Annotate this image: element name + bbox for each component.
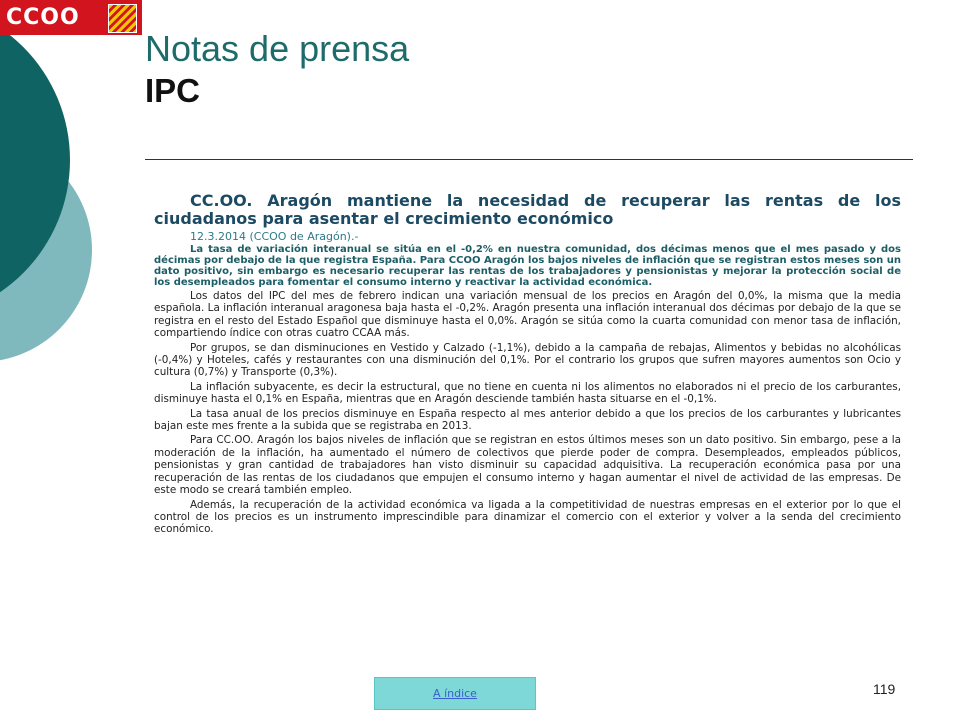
index-link-button[interactable]: A índice — [374, 677, 536, 710]
article-heading: CC.OO. Aragón mantiene la necesidad de recuperar las rentas de los ciudadanos para asentar el crecimiento económico — [154, 191, 901, 228]
article-paragraph: La tasa anual de los precios disminuye en España respecto al mes anterior debido a que los precios de los carburantes y lubricantes bajan este mes frente a la subida que se registraba en 2013. — [154, 407, 901, 433]
article-body — [154, 192, 901, 536]
slide-subtitle: IPC — [145, 72, 201, 109]
slide-title: Notas de prensa — [145, 28, 410, 69]
article-date: 12.3.2014 (CCOO de Aragón).- — [190, 230, 359, 243]
ccoo-logo — [0, 0, 142, 35]
article-paragraph: Por grupos, se dan disminuciones en Vestido y Calzado (-1,1%), debido a la campaña de rebajas, Alimentos y bebidas no alcohólicas (-0,4%) y Hoteles, cafés y restaurantes con una disminución del 0,1%. Por el contrario los grupos que sufren mayores aumentos son Ocio y cultura (0,7%) y Transporte (0,3%). — [154, 341, 901, 379]
logo-text: CCOO — [6, 5, 80, 30]
divider — [145, 159, 913, 160]
article-paragraph: Para CC.OO. Aragón los bajos niveles de inflación que se registran en estos últimos meses son un dato positivo. Sin embargo, pese a la moderación de la inflación, ha aumentado el número de colectivos que pierde poder de compra. Desempleados, empleados públicos, pensionistas y gran cantidad de trabajadores han visto disminuir su capacidad adquisitiva. La recuperación económica pasa por una recuperación de las rentas de los ciudadanos que empujen el consumo interno y hagan aumentar el nivel de actividad de las empresas. De este modo se creará también empleo. — [154, 434, 901, 497]
decorative-circles — [0, 0, 140, 720]
aragon-flag-icon — [108, 4, 137, 33]
article-paragraph: La inflación subyacente, es decir la estructural, que no tiene en cuenta ni los alimentos no elaborados ni el precio de los carburantes, disminuye hasta el 0,1% en España, mientras que en Aragón desciende también hasta situarse en el -0,1%. — [154, 380, 901, 406]
article-paragraph: Los datos del IPC del mes de febrero indican una variación mensual de los precios en Aragón del 0,0%, la misma que la media española. La inflación interanual aragonesa baja hasta el -0,2%. Aragón presenta una inflación interanual dos décimas por debajo de la que se registra en el resto del Estado Español que disminuye hasta el 0,0%. Aragón se sitúa como la cuarta comunidad con menor tasa de inflación, compartiendo índice con otras cuatro CCAA más. — [154, 290, 901, 340]
article-lead: La tasa de variación interanual se sitúa en el -0,2% en nuestra comunidad, dos décimas menos que el mes pasado y dos décimas por debajo de la que registra España. Para CCOO Aragón los bajos niveles de inflación que se registran estos meses son un dato positivo, sin embargo es necesario recuperar las rentas de los trabajadores y pensionistas y mejorar la protección social de los desempleados para fomentar el consumo interno y reactivar la actividad económica. — [154, 244, 901, 288]
article-paragraph: Además, la recuperación de la actividad económica va ligada a la competitividad de nuestras empresas en el exterior por lo que el control de los precios es un instrumento imprescindible para dinamizar el comercio con el exterior y volver a la senda del crecimiento económico. — [154, 498, 901, 536]
page-number: 119 — [873, 681, 896, 697]
